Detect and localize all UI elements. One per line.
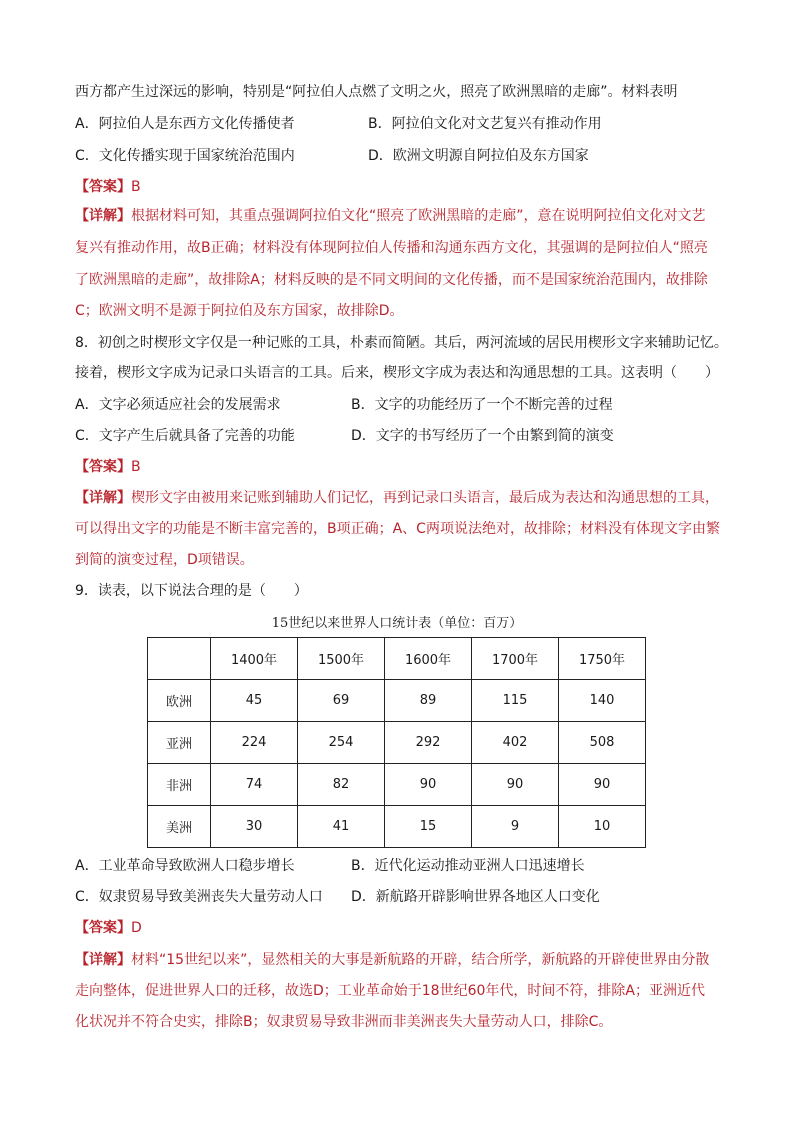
q8-option-a: A．文字必须适应社会的发展需求 <box>75 397 281 413</box>
q7-option-c: C．文化传播实现于国家统治范围内 <box>75 148 295 164</box>
q8-answer-value: B <box>131 459 141 475</box>
q7-detail-line-2: 复兴有推动作用，故B正确；材料没有体现阿拉伯人传播和沟通东西方文化，其强调的是阿拉伯人“照亮 <box>75 240 708 256</box>
q9-detail-line-2: 走向整体，促进世界人口的迁移，故选D；工业革命始于18世纪60年代，时间不符，排除A；亚洲近代 <box>75 983 705 999</box>
q7-detail-label: 【详解】 <box>75 208 131 224</box>
q8-detail-line-1: 【详解】楔形文字由被用来记账到辅助人们记忆，再到记录口头语言，最后成为表达和沟通思想的工具， <box>75 490 719 506</box>
q7-answer-label: 【答案】 <box>75 179 131 195</box>
table-cell: 89 <box>385 680 472 722</box>
q9-answer <box>75 918 142 938</box>
q9-detail-line-3: 化状况并不符合史实，排除B；奴隶贸易导致非洲而非美洲丧失大量劳动人口，排除C。 <box>75 1014 613 1030</box>
q9-detail-line-1: 【详解】材料“15世纪以来”，显然相关的大事是新航路的开辟，结合所学，新航路的开辟使世界由分散 <box>75 952 710 968</box>
table-cell: 402 <box>472 722 559 764</box>
table-row <box>148 680 646 722</box>
q9-option-a: A．工业革命导致欧洲人口稳步增长 <box>75 858 295 874</box>
q7-option-b: B．阿拉伯文化对文艺复兴有推动作用 <box>368 116 602 132</box>
q9-detail-label: 【详解】 <box>75 952 131 968</box>
table-cell: 10 <box>559 806 646 848</box>
table-cell: 69 <box>298 680 385 722</box>
table-row <box>148 806 646 848</box>
table-row-label: 非洲 <box>148 764 211 806</box>
table-cell: 90 <box>385 764 472 806</box>
q7-option-d: D．欧洲文明源自阿拉伯及东方国家 <box>368 148 589 164</box>
q8-answer-label: 【答案】 <box>75 459 131 475</box>
q9-answer-value: D <box>131 920 142 936</box>
table-caption: 15世纪以来世界人口统计表（单位：百万） <box>271 616 523 631</box>
table-corner-cell <box>148 638 211 680</box>
table-cell: 30 <box>211 806 298 848</box>
q7-answer <box>75 177 141 197</box>
table-cell: 140 <box>559 680 646 722</box>
table-row-label: 欧洲 <box>148 680 211 722</box>
table-header-cell: 1500年 <box>298 638 385 680</box>
population-table <box>147 637 646 848</box>
q9-stem: 9．读表，以下说法合理的是（ ） <box>75 583 308 599</box>
table-cell: 508 <box>559 722 646 764</box>
table-header-cell: 1400年 <box>211 638 298 680</box>
q8-stem-line-2: 接着，楔形文字成为记录口头语言的工具。后来，楔形文字成为表达和沟通思想的工具。这表明（ ） <box>75 365 719 381</box>
q8-stem-line-1: 8．初创之时楔形文字仅是一种记账的工具，朴素而简陋。其后，两河流域的居民用楔形文字来辅助记忆。 <box>75 335 728 351</box>
table-cell: 115 <box>472 680 559 722</box>
table-cell: 292 <box>385 722 472 764</box>
table-cell: 45 <box>211 680 298 722</box>
q7-answer-value: B <box>131 179 141 195</box>
q7-option-a: A．阿拉伯人是东西方文化传播使者 <box>75 116 295 132</box>
q7-detail-line-1: 【详解】根据材料可知，其重点强调阿拉伯文化“照亮了欧洲黑暗的走廊”，意在说明阿拉伯文化对文艺 <box>75 208 706 224</box>
table-header-row <box>148 638 646 680</box>
q7-detail-line-4: C；欧洲文明不是源于阿拉伯及东方国家，故排除D。 <box>75 303 404 319</box>
q7-stem-tail: 西方都产生过深远的影响，特别是“阿拉伯人点燃了文明之火，照亮了欧洲黑暗的走廊”。材料表明 <box>75 84 678 100</box>
table-row-label: 美洲 <box>148 806 211 848</box>
q7-detail-line-3: 了欧洲黑暗的走廊”，故排除A；材料反映的是不同文明间的文化传播，而不是国家统治范围内，故排除 <box>75 272 708 288</box>
table-cell: 90 <box>472 764 559 806</box>
table-row <box>148 722 646 764</box>
table-row <box>148 764 646 806</box>
q8-detail-label: 【详解】 <box>75 490 131 506</box>
q9-option-c: C．奴隶贸易导致美洲丧失大量劳动人口 <box>75 889 323 905</box>
table-header-cell: 1600年 <box>385 638 472 680</box>
table-cell: 90 <box>559 764 646 806</box>
q8-answer <box>75 457 141 477</box>
q8-option-b: B．文字的功能经历了一个不断完善的过程 <box>351 397 613 413</box>
table-header-cell: 1750年 <box>559 638 646 680</box>
q8-option-c: C．文字产生后就具备了完善的功能 <box>75 428 295 444</box>
table-cell: 74 <box>211 764 298 806</box>
table-cell: 82 <box>298 764 385 806</box>
table-row-label: 亚洲 <box>148 722 211 764</box>
q9-option-b: B．近代化运动推动亚洲人口迅速增长 <box>351 858 585 874</box>
table-cell: 41 <box>298 806 385 848</box>
q9-answer-label: 【答案】 <box>75 920 131 936</box>
table-cell: 15 <box>385 806 472 848</box>
q8-option-d: D．文字的书写经历了一个由繁到简的演变 <box>351 428 614 444</box>
q8-detail-line-3: 到简的演变过程，D项错误。 <box>75 552 254 568</box>
table-cell: 224 <box>211 722 298 764</box>
table-cell: 254 <box>298 722 385 764</box>
table-header-cell: 1700年 <box>472 638 559 680</box>
q9-option-d: D．新航路开辟影响世界各地区人口变化 <box>351 889 600 905</box>
table-cell: 9 <box>472 806 559 848</box>
q8-detail-line-2: 可以得出文字的功能是不断丰富完善的，B项正确；A、C两项说法绝对，故排除；材料没有体现文字由繁 <box>75 521 720 537</box>
